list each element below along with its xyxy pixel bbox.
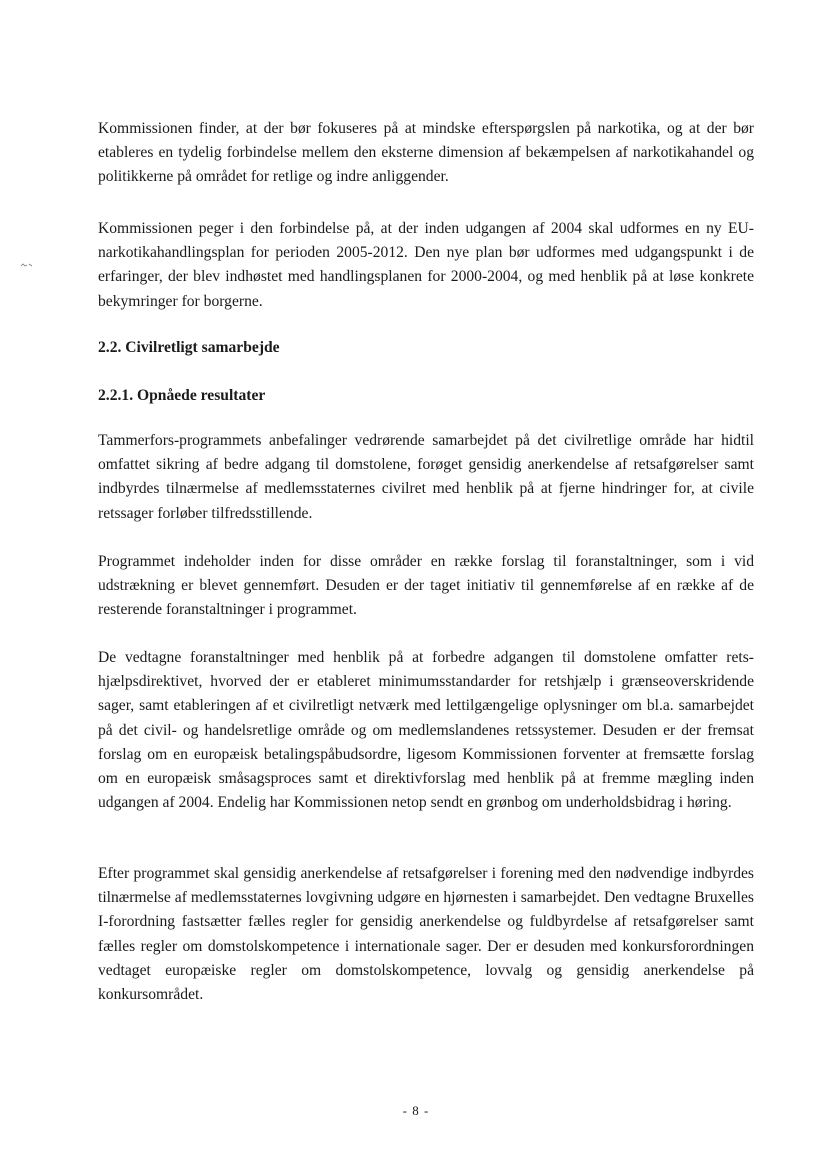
subsection-heading: 2.2.1. Opnåede resultater: [98, 387, 266, 404]
paragraph-programme: Programmet indeholder inden for disse områder en række forslag til foranstaltninger, som i vid udstrækning er blevet gennemført. Desuden er der taget initiativ til gennemførelse af en række af de resterende foranstaltninger i programmet.: [98, 553, 754, 619]
page-number: - 8 -: [402, 1103, 430, 1118]
scan-artifact: [20, 262, 34, 268]
paragraph-drug-demand: Kommissionen finder, at der bør fokuseres på at mindske efterspørgslen på narkotika, og at der bør etableres en tydelig forbindelse mellem den eksterne dimension af bekæmpelsen af narkotikahandel og politikkerne på området for retlige og indre anliggender.: [98, 120, 754, 186]
paragraph-tammerfors: Tammerfors-programmets anbefalinger vedrørende samarbejdet på det civilretlige område har hidtil omfattet sikring af bedre adgang til domstolene, forøget gensidig anerkendelse af retsafgørelser samt indbyrdes tilnærmelse af medlemsstaternes civilret med henblik på at fjerne hindringer for, at civile retssager forløber tilfredsstillende.: [98, 432, 754, 522]
section-heading: 2.2. Civilretligt samarbejde: [98, 339, 280, 356]
paragraph-access-to-courts: De vedtagne foranstaltninger med henblik på at forbedre adgangen til domstolene omfatter retshjælpsdirektivet, hvorved der er etableret minimumsstandarder for retshjælp i grænseoverskridende sager, samt etableringen af et civilretligt netværk med lettilgængelige oplysninger om bl.a. samarbejdet på det civil- og handelsretlige område og om medlemslandenes retssystemer. Desuden er der fremsat forslag om en europæisk betalingspåbudsordre, ligesom Kommissionen forventer at fremsætte forslag om en europæisk småsagsproces samt et direktivforslag med henblik på at fremme mægling inden udgangen af 2004. Endelig har Kommissionen netop sendt en grønbog om underholdsbidrag i høring.: [98, 649, 754, 812]
paragraph-mutual-recognition: Efter programmet skal gensidig anerkendelse af retsafgørelser i forening med den nødvendige indbyrdes tilnærmelse af medlemsstaternes lovgivning udgøre en hjørnesten i samarbejdet. Den vedtagne Bruxelles I-forordning fastsætter fælles regler for gensidig anerkendelse og fuldbyrdelse af retsafgørelser samt fælles regler om domstolskompetence i internationale sager. Der er desuden med konkursforordningen vedtaget europæiske regler om domstolskompetence, lovvalg og gensidig anerkendelse på konkursområdet.: [98, 865, 754, 1004]
paragraph-action-plan: Kommissionen peger i den forbindelse på, at der inden udgangen af 2004 skal udformes en ny EU-narkotikahandlingsplan for perioden 2005-2012. Den nye plan bør udformes med udgangspunkt i de erfaringer, der blev indhøstet med handlingsplanen for 2000-2004, og med henblik på at løse konkrete bekymringer for borgerne.: [98, 220, 754, 310]
